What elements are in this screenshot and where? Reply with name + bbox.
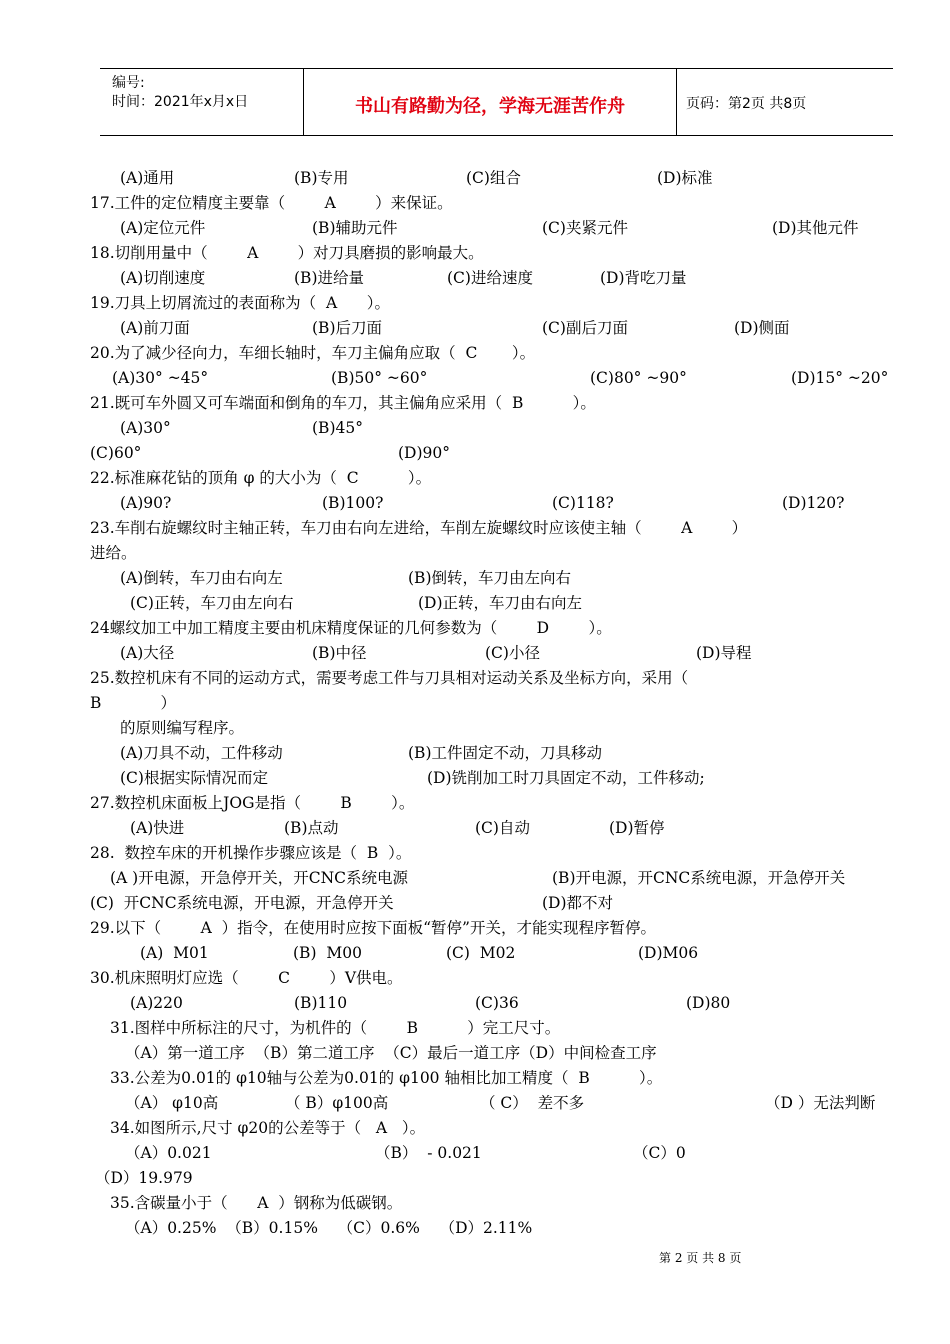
header-motto-cell: [304, 69, 677, 135]
opt-29-b: (B) M00: [293, 944, 362, 962]
opt-33-d: （D ）无法判断: [765, 1094, 876, 1112]
question-21: 21.既可车外圆又可车端面和倒角的车刀，其主偏角应采用（ B ）。: [90, 394, 596, 412]
question-35: 35.含碳量小于（ A ）钢称为低碳钢。: [110, 1194, 403, 1212]
opt-21-c: (C)60°: [90, 444, 142, 462]
opt-29-a: (A) M01: [140, 944, 209, 962]
opt-27-d: (D)暂停: [609, 819, 665, 837]
opt-18-a: (A)切削速度: [120, 269, 206, 287]
opt-27-c: (C)自动: [475, 819, 530, 837]
opt-33-a: （A） φ10高: [125, 1094, 219, 1112]
page-footer: 第 2 页 共 8 页: [659, 1251, 742, 1265]
opt-20-d: (D)15° ~20°: [791, 369, 889, 387]
opt-34-b: （B） - 0.021: [375, 1144, 482, 1162]
opt-20-c: (C)80° ~90°: [590, 369, 687, 387]
opt-22-a: (A)90?: [120, 494, 172, 512]
question-17: 17.工件的定位精度主要靠（ A ）来保证。: [90, 194, 453, 212]
opt-23-c: (C)正转，车刀由左向右: [130, 594, 294, 612]
opt-17-d: (D)其他元件: [772, 219, 859, 237]
opt-28-a: (A )开电源，开急停开关，开CNC系统电源: [110, 869, 408, 887]
question-23-cont: 进给。: [90, 544, 137, 562]
opt-16-a: (A)通用: [120, 169, 175, 187]
question-28: 28. 数控车床的开机操作步骤应该是（ B ）。: [90, 844, 412, 862]
opt-17-a: (A)定位元件: [120, 219, 206, 237]
opt-29-d: (D)M06: [638, 944, 699, 962]
opt-34-a: （A）0.021: [125, 1144, 212, 1162]
opt-20-a: (A)30° ~45°: [112, 369, 209, 387]
opt-30-a: (A)220: [130, 994, 183, 1012]
opt-18-c: (C)进给速度: [447, 269, 533, 287]
opt-24-a: (A)大径: [120, 644, 175, 662]
question-23: 23.车削右旋螺纹时主轴正转，车刀由右向左进给，车削左旋螺纹时应该使主轴（ A ）: [90, 519, 748, 537]
opt-23-d: (D)正转，车刀由右向左: [418, 594, 583, 612]
question-29: 29.以下（ A ）指令，在使用时应按下面板“暂停”开关，才能实现程序暂停。: [90, 919, 656, 937]
opt-34-c: （C）0: [633, 1144, 686, 1162]
question-22: 22.标准麻花钻的顶角 φ 的大小为（ C ）。: [90, 469, 432, 487]
question-27: 27.数控机床面板上JOG是指（ B ）。: [90, 794, 415, 812]
opt-28-d: (D)都不对: [542, 894, 614, 912]
question-30: 30.机床照明灯应选（ C ）V供电。: [90, 969, 403, 987]
question-18: 18.切削用量中（ A ）对刀具磨损的影响最大。: [90, 244, 484, 262]
opt-21-a: (A)30°: [120, 419, 171, 437]
opt-16-d: (D)标准: [657, 169, 713, 187]
opt-24-b: (B)中径: [312, 644, 367, 662]
opt-21-d: (D)90°: [398, 444, 450, 462]
question-25: 25.数控机床有不同的运动方式，需要考虑工件与刀具相对运动关系及坐标方向，采用（: [90, 669, 689, 687]
opt-19-a: (A)前刀面: [120, 319, 190, 337]
opt-20-b: (B)50° ~60°: [331, 369, 428, 387]
opt-30-c: (C)36: [475, 994, 519, 1012]
opt-25-b: (B)工件固定不动，刀具移动: [408, 744, 602, 762]
question-31: 31.图样中所标注的尺寸，为机件的（ B ）完工尺寸。: [110, 1019, 561, 1037]
opt-27-b: (B)点动: [284, 819, 339, 837]
opt-17-c: (C)夹紧元件: [542, 219, 628, 237]
question-25-cont: 的原则编写程序。: [120, 719, 245, 737]
opt-33-b: （ B）φ100高: [285, 1094, 389, 1112]
opt-25-c: (C)根据实际情况而定: [120, 769, 268, 787]
opt-28-c: (C) 开CNC系统电源，开电源，开急停开关: [90, 894, 394, 912]
opt-25-d: (D)铣削加工时刀具固定不动，工件移动;: [427, 769, 705, 787]
opt-27-a: (A)快进: [130, 819, 185, 837]
opt-24-c: (C)小径: [485, 644, 540, 662]
question-20: 20.为了减少径向力，车细长轴时，车刀主偏角应取（ C ）。: [90, 344, 536, 362]
opt-23-a: (A)倒转，车刀由右向左: [120, 569, 283, 587]
opt-21-b: (B)45°: [312, 419, 363, 437]
opt-22-c: (C)118?: [552, 494, 614, 512]
opt-33-c: （ C） 差不多: [480, 1094, 585, 1112]
opt-23-b: (B)倒转，车刀由左向右: [408, 569, 571, 587]
opt-30-d: (D)80: [686, 994, 731, 1012]
opt-29-c: (C) M02: [446, 944, 516, 962]
opt-16-c: (C)组合: [466, 169, 521, 187]
opt-31: （A）第一道工序 （B）第二道工序 （C）最后一道工序（D）中间检查工序: [125, 1044, 657, 1062]
opt-22-b: (B)100?: [322, 494, 384, 512]
header-page-info: 页码：第2页 共8页: [686, 96, 807, 112]
opt-18-d: (D)背吃刀量: [600, 269, 687, 287]
opt-34-d: （D）19.979: [95, 1169, 193, 1187]
question-24: 24螺纹加工中加工精度主要由机床精度保证的几何参数为（ D ）。: [90, 619, 612, 637]
header-time-label: 时间：2021年x月x日: [112, 94, 249, 110]
opt-24-d: (D)导程: [696, 644, 752, 662]
page-header: [100, 68, 893, 136]
opt-19-d: (D)侧面: [734, 319, 790, 337]
opt-19-b: (B)后刀面: [312, 319, 382, 337]
opt-25-a: (A)刀具不动，工件移动: [120, 744, 283, 762]
header-motto: 书山有路勤为径，学海无涯苦作舟: [355, 96, 625, 117]
opt-30-b: (B)110: [294, 994, 348, 1012]
header-info-cell: [100, 69, 304, 135]
question-25-answer: B ）: [90, 694, 177, 712]
opt-18-b: (B)进给量: [294, 269, 364, 287]
question-33: 33.公差为0.01的 φ10轴与公差为0.01的 φ100 轴相比加工精度（ B ）。: [110, 1069, 663, 1087]
opt-35: （A）0.25% （B）0.15% （C）0.6% （D）2.11%: [125, 1219, 533, 1237]
question-19: 19.刀具上切屑流过的表面称为（ A ）。: [90, 294, 391, 312]
opt-19-c: (C)副后刀面: [542, 319, 628, 337]
question-34: 34.如图所示,尺寸 φ20的公差等于（ A ）。: [110, 1119, 426, 1137]
header-number-label: 编号:: [112, 75, 145, 91]
opt-17-b: (B)辅助元件: [312, 219, 398, 237]
opt-28-b: (B)开电源，开CNC系统电源，开急停开关: [552, 869, 846, 887]
opt-16-b: (B)专用: [294, 169, 349, 187]
opt-22-d: (D)120?: [782, 494, 845, 512]
